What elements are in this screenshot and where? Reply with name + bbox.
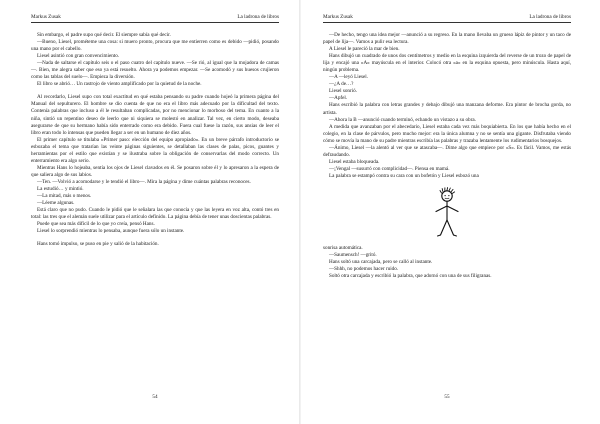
right-page <box>300 0 600 424</box>
paragraph: Hans escribió la palabra con letras grandes y debajo dibujó una manzana deforme. Era pintor de brocha gorda, no artista. <box>323 102 571 116</box>
paragraph: Está claro que no pudo. Cuando le pidió que le señalara las que conocía y que las leyera en voz alta, contó tres en total: las tres que el alemán suele utilizar para el artículo definido. La página debía de tener unas doscientas palabras. <box>31 207 279 221</box>
page-body <box>31 32 279 248</box>
paragraph: —¿A de…? <box>329 81 354 88</box>
paragraph: —De hecho, tengo una idea mejor —anunció a su regreso. En la mano llevaba un grueso lápiz de pintor y un taco de papel de lija—. Vamos a pulir esa lectura. <box>323 32 571 46</box>
paragraph: Liesel lo sorprendió mientras lo pensaba, aunque fuera sólo un instante. <box>37 228 185 235</box>
paragraph: —Ánimo, Liesel —la alentó al ver que se atascaba—. Dime algo que empiece por «S». Es fácil. Vamos, me estás defraudando. <box>323 144 571 158</box>
page-number: 54 <box>152 394 158 400</box>
paragraph: —Léeme algunas. <box>37 200 75 207</box>
paragraph: Liesel asintió con gran convencimiento. <box>37 53 120 60</box>
page-body <box>323 32 571 280</box>
paragraph: —¡Vengal —susurró con complicidad—. Piensa en mamá. <box>329 165 450 172</box>
paragraph: —Bueno, Liesel, prométeme una cosa: si muero pronto, procura que me entierren como es debido —pidió, posando una mano por el cabello. <box>31 39 279 53</box>
header-author: Markus Zusak <box>323 14 353 20</box>
paragraph: Al recordarlo, Liesel supo con total exactitud en qué estaba pensando su padre cuando hojeó la primera página del Manual del sepulturero. El hombre se dio cuenta de que no era el libro más adecuado por la dificultad del texto. Contenía palabras que incluso a él le resultaban complicadas, por no mencionar lo morboso del tema. En cuanto a la niña, sintió un repentino deseo de leerlo que ni siquiera se molestó en analizar. Tal vez, en cierto modo, deseaba asegurarse de que su hermano había sido enterrado como era debido. Fuera cual fuese la razón, sus ansias de leer el libro eran todo lo intensas que pueden llegar a ser en un humano de diez años. <box>31 94 279 136</box>
paragraph: El primer capítulo se titulaba «Primer paso: elección del equipo apropiado». En un breve párrafo introductorio se esbozaba el tema que tratarían las veinte páginas siguientes, se detallaban las clases de palas, picos, guantes y herramientas por el estilo que existían y se ilustraba sobre la obligación de conservarlas del modo correcto. Un enterramiento era algo serio. <box>31 136 279 164</box>
header-title: La ladrona de libros <box>529 14 571 20</box>
paragraph: —La mitad, más o menos. <box>37 193 92 200</box>
paragraph: Hans tomó impulso, se puso en pie y salió de la habitación. <box>37 241 159 248</box>
paragraph: Sin embargo, el padre supo qué decir. El siempre sabía qué decir. <box>37 32 171 38</box>
paragraph: —Ahora la B —anunció cuando terminó, echando un vistazo a su obra. <box>329 116 476 123</box>
paragraph: —A —leyó Liesel. <box>329 74 368 81</box>
paragraph: —Ten. —Volvió a acomodarse y le tendió el libro—. Mira la página y dime cuántas palabras reconoces. <box>37 178 251 185</box>
page-number: 55 <box>444 394 450 400</box>
paragraph: La estudió… y mintió. <box>37 185 84 192</box>
paragraph: sonrisa automática. <box>323 244 363 251</box>
paragraph: A medida que avanzaban por el abecedario, Liesel estaba cada vez más boquiabierta. En los que había hecho en el colegio, en la clase de párvulos, pero mucho mejor: era la única alumna y no se sentía una gigante. Disfrutaba viendo cómo se movía la mano de su padre mientras escribía las palabras y trazaba lentamente los rudimentarios bosquejos. <box>323 123 571 144</box>
paragraph: Hans dibujó un cuadrado de unos dos centímetros y medio en la esquina izquierda del reverse de un trozo de papel de lija y encajó una «A» mayúscula en el interior. Colocó otra «a» en la esquina opuesta, pero minúscula. Hasta aquí, ningún problema. <box>323 53 571 74</box>
stick-figure-icon <box>430 187 464 239</box>
stick-figure-drawing <box>323 187 571 239</box>
paragraph: Hans soltó una carcajada, pero se calló al instante. <box>329 259 433 266</box>
page-header <box>31 14 279 23</box>
header-author: Markus Zusak <box>31 14 61 20</box>
header-title: La ladrona de libros <box>237 14 279 20</box>
paragraph: —Nada de saltarse el capítulo seis o el paso cuatro del capítulo nueve. —Se rió, al igual que la mojadora de camas—. Bien, me alegra saber que eso ya está resuelto. Ahora ya podemos empezar. —Se acomodó y sus huesos crujieron como las tablas del suelo—. Empieza la diversión. <box>31 60 279 81</box>
paragraph: —Apfel. <box>329 95 348 102</box>
paragraph: Puede que sea más difícil de lo que yo creía, pensó Hans. <box>37 221 155 228</box>
paragraph: —Saumensch! —gritó. <box>329 252 377 259</box>
paragraph: El libro se abrió… Un rastrojo de viento amplificado por la quietud de la noche. <box>37 81 202 88</box>
paragraph: La palabra se estampó contra su cara con un bofetón y Liesel esbozó una <box>329 172 479 179</box>
paragraph: Soltó otra carcajada y escribió la palabra, que adornó con una de sus filigranas. <box>329 273 492 280</box>
paragraph: Liesel estaba bloqueada. <box>329 158 380 165</box>
paragraph: Liesel sonrió. <box>329 88 357 95</box>
paragraph: Mientras Hans lo hojeaba, sentía los ojos de Liesel clavados en él. Se posaron sobre él y lo apresaron a la espera de que saliera algo de sus labios. <box>31 164 279 178</box>
page-header <box>323 14 571 23</box>
paragraph: —Shhh, no podemos hacer ruido. <box>329 266 399 273</box>
paragraph: A Liesel le pareció la mar de bien. <box>329 46 400 53</box>
